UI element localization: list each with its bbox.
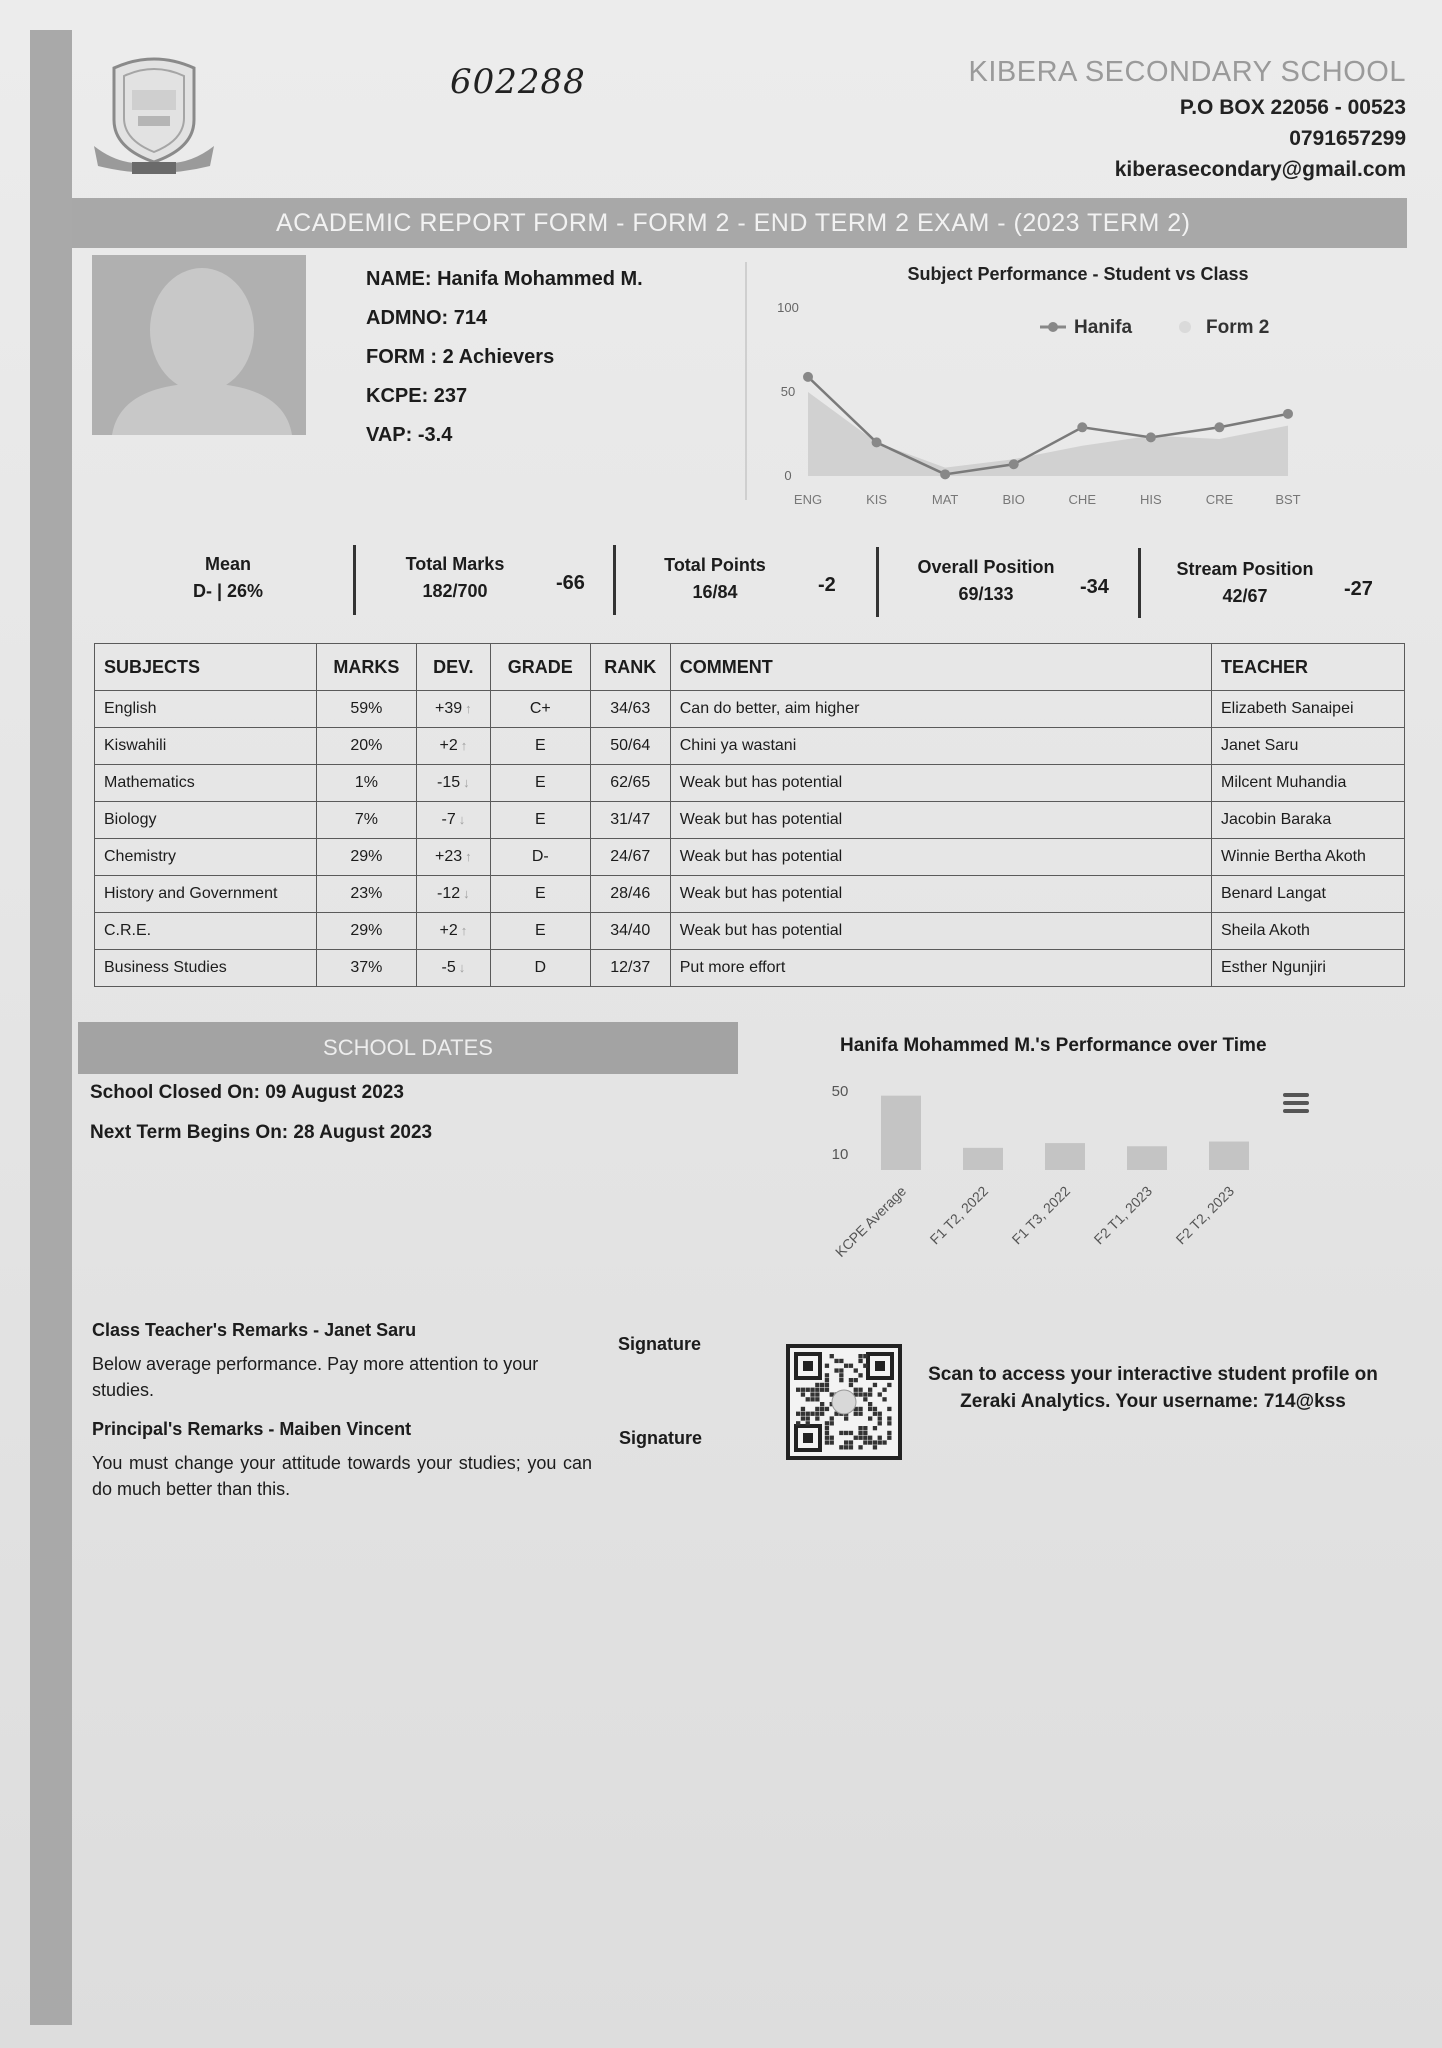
marks-cell: 59% bbox=[316, 691, 416, 728]
x-tick-label: KIS bbox=[866, 492, 888, 507]
grade-cell: D- bbox=[490, 839, 590, 876]
data-point bbox=[1077, 422, 1087, 432]
school-po-box: P.O BOX 22056 - 00523 bbox=[1179, 96, 1406, 119]
stat-label: Stream Position bbox=[1176, 559, 1314, 579]
subject-cell: Biology bbox=[95, 802, 317, 839]
marks-cell: 29% bbox=[316, 913, 416, 950]
student-info bbox=[366, 268, 643, 463]
bar bbox=[1127, 1146, 1167, 1170]
column-header: MARKS bbox=[316, 644, 416, 691]
x-tick-label: MAT bbox=[931, 492, 959, 507]
class-teacher-remarks-title: Class Teacher's Remarks - Janet Saru bbox=[92, 1320, 417, 1340]
comment-cell: Weak but has potential bbox=[670, 876, 1211, 913]
marks-cell: 7% bbox=[316, 802, 416, 839]
arrow-down-icon: ↓ bbox=[463, 886, 470, 901]
performance-over-time-title: Hanifa Mohammed M.'s Performance over Time bbox=[840, 1035, 1267, 1056]
qr-scan-instructions: Scan to access your interactive student profile on Zeraki Analytics. Your username: 714@kss bbox=[928, 1364, 1378, 1412]
teacher-cell: Elizabeth Sanaipei bbox=[1211, 691, 1404, 728]
rank-cell: 50/64 bbox=[590, 728, 670, 765]
bar bbox=[963, 1148, 1003, 1170]
rank-cell: 12/37 bbox=[590, 950, 670, 987]
student-name: NAME: Hanifa Mohammed M. bbox=[366, 268, 643, 290]
school-name: KIBERA SECONDARY SCHOOL bbox=[968, 56, 1406, 88]
dev-cell: +39 ↑ bbox=[416, 691, 490, 728]
school-phone: 0791657299 bbox=[1289, 127, 1406, 150]
stat-delta: -66 bbox=[556, 572, 585, 594]
rank-cell: 34/63 bbox=[590, 691, 670, 728]
comment-cell: Weak but has potential bbox=[670, 802, 1211, 839]
x-tick-label: CHE bbox=[1068, 492, 1097, 507]
student-photo-placeholder bbox=[92, 255, 306, 435]
table-row bbox=[95, 913, 1405, 950]
dev-cell: +23 ↑ bbox=[416, 839, 490, 876]
x-tick-label: KCPE Average bbox=[831, 1182, 910, 1260]
arrow-down-icon: ↓ bbox=[458, 812, 466, 827]
y-tick-label: 10 bbox=[831, 1146, 849, 1164]
column-header: DEV. bbox=[416, 644, 490, 691]
data-point bbox=[1146, 432, 1156, 442]
grade-cell: E bbox=[490, 913, 590, 950]
divider bbox=[353, 545, 356, 615]
subject-cell: Kiswahili bbox=[95, 728, 317, 765]
x-tick-label: CRE bbox=[1205, 492, 1234, 507]
bar bbox=[1209, 1142, 1249, 1170]
rank-cell: 31/47 bbox=[590, 802, 670, 839]
y-tick-label: 0 bbox=[784, 468, 792, 483]
subjects-table bbox=[94, 643, 1405, 987]
table-row bbox=[95, 765, 1405, 802]
svg-text:Form 2: Form 2 bbox=[1206, 317, 1270, 338]
subject-cell: Business Studies bbox=[95, 950, 317, 987]
x-tick-label: HIS bbox=[1140, 492, 1162, 507]
legend-item-hanifa bbox=[1040, 317, 1133, 338]
comment-cell: Weak but has potential bbox=[670, 913, 1211, 950]
bar bbox=[1045, 1143, 1085, 1170]
marks-cell: 29% bbox=[316, 839, 416, 876]
stat-total-points bbox=[640, 555, 790, 603]
stat-label: Total Points bbox=[664, 555, 766, 575]
grade-cell: C+ bbox=[490, 691, 590, 728]
class-teacher-remarks: Below average performance. Pay more attention to your studies. bbox=[92, 1354, 539, 1401]
x-tick-label: F1 T3, 2022 bbox=[1008, 1182, 1074, 1248]
teacher-cell: Milcent Muhandia bbox=[1211, 765, 1404, 802]
y-tick-label: 100 bbox=[777, 300, 799, 315]
stat-overall-position bbox=[898, 557, 1074, 605]
divider bbox=[876, 547, 879, 617]
table-row bbox=[95, 691, 1405, 728]
stat-value: 69/133 bbox=[958, 584, 1014, 604]
teacher-cell: Janet Saru bbox=[1211, 728, 1404, 765]
stat-label: Total Marks bbox=[405, 554, 505, 574]
x-tick-label: F2 T1, 2023 bbox=[1090, 1182, 1156, 1248]
subject-cell: C.R.E. bbox=[95, 913, 317, 950]
table-row bbox=[95, 728, 1405, 765]
avatar-silhouette-icon bbox=[92, 255, 306, 435]
column-header: COMMENT bbox=[670, 644, 1211, 691]
x-tick-label: ENG bbox=[793, 492, 823, 507]
principal-remarks-title: Principal's Remarks - Maiben Vincent bbox=[92, 1419, 412, 1440]
remarks-section bbox=[92, 1320, 592, 1518]
comment-cell: Chini ya wastani bbox=[670, 728, 1211, 765]
subject-performance-chart bbox=[760, 258, 1320, 518]
dev-cell: -7 ↓ bbox=[416, 802, 490, 839]
student-kcpe: KCPE: 237 bbox=[366, 385, 468, 407]
left-margin-bar bbox=[30, 30, 72, 2025]
arrow-up-icon: ↑ bbox=[465, 849, 472, 864]
school-contact-block bbox=[968, 56, 1406, 182]
arrow-up-icon: ↑ bbox=[465, 701, 472, 716]
rank-cell: 28/46 bbox=[590, 876, 670, 913]
teacher-cell: Jacobin Baraka bbox=[1211, 802, 1404, 839]
dev-cell: -12 ↓ bbox=[416, 876, 490, 913]
arrow-up-icon: ↑ bbox=[460, 738, 468, 753]
teacher-cell: Benard Langat bbox=[1211, 876, 1404, 913]
class-teacher-signature-label: Signature bbox=[618, 1334, 702, 1354]
svg-text:Hanifa: Hanifa bbox=[1074, 317, 1133, 338]
school-crest-logo bbox=[92, 50, 216, 180]
stat-value: 16/84 bbox=[692, 582, 738, 602]
stat-label: Overall Position bbox=[917, 557, 1055, 577]
table-row bbox=[95, 802, 1405, 839]
chart-title: Subject Performance - Student vs Class bbox=[907, 264, 1249, 284]
comment-cell: Weak but has potential bbox=[670, 765, 1211, 802]
x-tick-label: F2 T2, 2023 bbox=[1172, 1182, 1238, 1248]
school-dates bbox=[90, 1082, 432, 1162]
stat-label: Mean bbox=[204, 554, 251, 574]
principal-remarks: You must change your attitude towards your studies; you can do much better than this. bbox=[92, 1453, 592, 1500]
hamburger-menu-icon[interactable] bbox=[1283, 1093, 1309, 1113]
divider bbox=[745, 262, 747, 500]
data-point bbox=[803, 372, 813, 382]
school-closed-date: School Closed On: 09 August 2023 bbox=[90, 1082, 404, 1103]
dev-cell: -5 ↓ bbox=[416, 950, 490, 987]
subject-cell: Chemistry bbox=[95, 839, 317, 876]
report-title-banner: ACADEMIC REPORT FORM - FORM 2 - END TERM 2 EXAM - (2023 TERM 2) bbox=[72, 198, 1407, 248]
principal-signature-label: Signature bbox=[619, 1428, 703, 1448]
legend-item-form2 bbox=[1179, 317, 1269, 338]
school-email: kiberasecondary@gmail.com bbox=[1114, 158, 1406, 181]
rank-cell: 34/40 bbox=[590, 913, 670, 950]
data-point bbox=[1283, 409, 1293, 419]
stat-delta: -2 bbox=[818, 574, 836, 596]
student-vap: VAP: -3.4 bbox=[366, 424, 453, 446]
data-point bbox=[1009, 459, 1019, 469]
series-area-form2 bbox=[808, 392, 1288, 476]
teacher-cell: Esther Ngunjiri bbox=[1211, 950, 1404, 987]
teacher-cell: Sheila Akoth bbox=[1211, 913, 1404, 950]
subject-cell: History and Government bbox=[95, 876, 317, 913]
marks-cell: 37% bbox=[316, 950, 416, 987]
handwritten-number: 602288 bbox=[450, 62, 586, 102]
data-point bbox=[1214, 422, 1224, 432]
stat-value: 42/67 bbox=[1222, 586, 1268, 606]
teacher-cell: Winnie Bertha Akoth bbox=[1211, 839, 1404, 876]
subject-cell: English bbox=[95, 691, 317, 728]
dev-cell: -15 ↓ bbox=[416, 765, 490, 802]
qr-code[interactable] bbox=[786, 1344, 902, 1460]
comment-cell: Can do better, aim higher bbox=[670, 691, 1211, 728]
y-tick-label: 50 bbox=[780, 384, 796, 399]
data-point bbox=[940, 469, 950, 479]
y-tick-label: 50 bbox=[831, 1082, 849, 1100]
grade-cell: D bbox=[490, 950, 590, 987]
x-tick-label: F1 T2, 2022 bbox=[926, 1182, 992, 1248]
dev-cell: +2 ↑ bbox=[416, 728, 490, 765]
summary-stats bbox=[150, 540, 1412, 620]
grade-cell: E bbox=[490, 876, 590, 913]
comment-cell: Put more effort bbox=[670, 950, 1211, 987]
stat-delta: -27 bbox=[1344, 578, 1373, 600]
grade-cell: E bbox=[490, 728, 590, 765]
arrow-up-icon: ↑ bbox=[460, 923, 468, 938]
x-tick-label: BIO bbox=[1002, 492, 1025, 507]
dev-cell: +2 ↑ bbox=[416, 913, 490, 950]
divider bbox=[1138, 548, 1141, 618]
arrow-down-icon: ↓ bbox=[458, 960, 466, 975]
bar bbox=[881, 1096, 921, 1170]
table-row bbox=[95, 839, 1405, 876]
comment-cell: Weak but has potential bbox=[670, 839, 1211, 876]
stat-mean bbox=[150, 554, 306, 602]
table-row bbox=[95, 950, 1405, 987]
subject-cell: Mathematics bbox=[95, 765, 317, 802]
next-term-date: Next Term Begins On: 28 August 2023 bbox=[90, 1122, 433, 1143]
grade-cell: E bbox=[490, 765, 590, 802]
table-header-row bbox=[95, 644, 1405, 691]
stat-value: D- | 26% bbox=[192, 581, 264, 601]
rank-cell: 24/67 bbox=[590, 839, 670, 876]
column-header: SUBJECTS bbox=[95, 644, 317, 691]
table-row bbox=[95, 876, 1405, 913]
data-point bbox=[872, 437, 882, 447]
x-tick-label: BST bbox=[1275, 492, 1301, 507]
column-header: TEACHER bbox=[1211, 644, 1404, 691]
arrow-down-icon: ↓ bbox=[463, 775, 470, 790]
stat-value: 182/700 bbox=[422, 581, 488, 601]
performance-over-time-chart bbox=[820, 1065, 1340, 1295]
qr-code-icon bbox=[790, 1348, 898, 1456]
stat-delta: -34 bbox=[1080, 576, 1109, 598]
student-admno: ADMNO: 714 bbox=[366, 307, 488, 329]
marks-cell: 1% bbox=[316, 765, 416, 802]
divider bbox=[613, 545, 616, 615]
stat-stream-position bbox=[1160, 559, 1330, 607]
student-form: FORM : 2 Achievers bbox=[366, 346, 555, 368]
stat-total-marks bbox=[380, 554, 530, 602]
rank-cell: 62/65 bbox=[590, 765, 670, 802]
column-header: RANK bbox=[590, 644, 670, 691]
marks-cell: 23% bbox=[316, 876, 416, 913]
school-dates-banner: SCHOOL DATES bbox=[78, 1022, 738, 1074]
grade-cell: E bbox=[490, 802, 590, 839]
column-header: GRADE bbox=[490, 644, 590, 691]
marks-cell: 20% bbox=[316, 728, 416, 765]
